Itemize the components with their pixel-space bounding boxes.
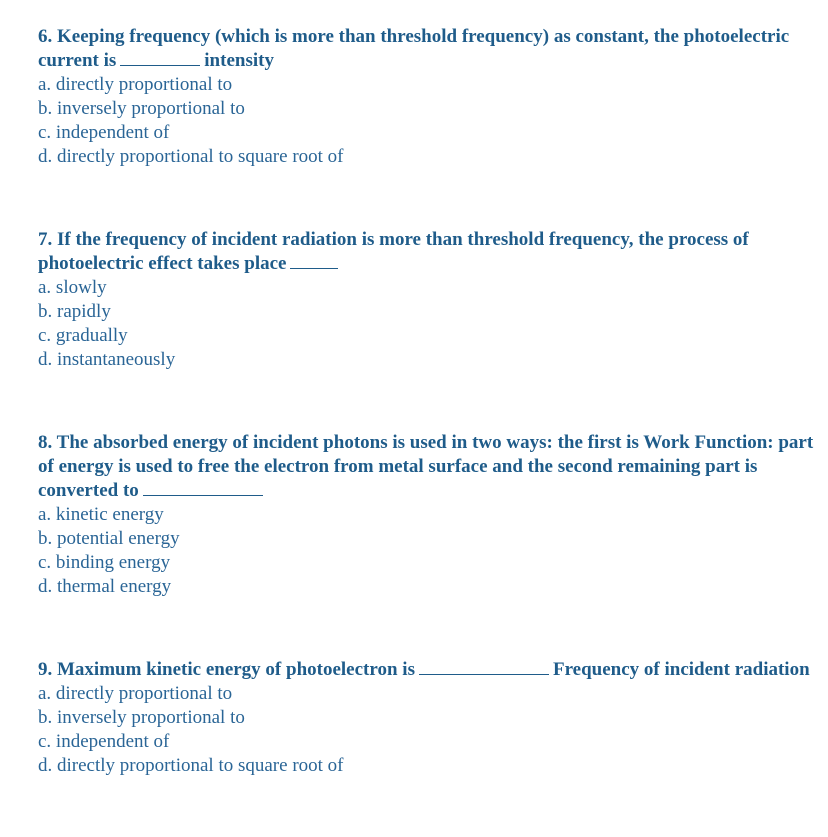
question-7-option-a: a. slowly <box>38 277 107 298</box>
question-8-stem-text: 8. The absorbed energy of incident photons is used in two ways: the first is Work Function: part of energy is used to free the electron from metal surface and the second remaining part is converted to <box>38 432 814 501</box>
question-9-option-d: d. directly proportional to square root of <box>38 755 344 776</box>
question-8-option-c: c. binding energy <box>38 552 171 573</box>
question-6-stem-tail: intensity <box>204 50 274 71</box>
question-7-option-b: b. rapidly <box>38 301 111 322</box>
question-9-blank <box>419 660 549 675</box>
question-8 <box>38 431 823 599</box>
question-6-stem <box>38 25 823 73</box>
question-6-blank <box>120 51 200 66</box>
question-7 <box>38 228 823 372</box>
question-7-blank <box>290 254 338 269</box>
question-9-option-c: c. independent of <box>38 731 170 752</box>
question-8-option-b: b. potential energy <box>38 528 180 549</box>
question-9-option-b: b. inversely proportional to <box>38 707 245 728</box>
question-9-option-a: a. directly proportional to <box>38 683 233 704</box>
question-6 <box>38 25 823 169</box>
question-page <box>38 25 823 837</box>
question-8-blank <box>143 481 263 496</box>
question-9-stem-text: 9. Maximum kinetic energy of photoelectron is <box>38 659 415 680</box>
question-7-option-d: d. instantaneously <box>38 349 176 370</box>
question-7-stem-text: 7. If the frequency of incident radiation is more than threshold frequency, the process of photoelectric effect takes place <box>38 229 749 274</box>
question-9 <box>38 658 823 778</box>
question-9-stem-tail: Frequency of incident radiation <box>552 659 810 680</box>
question-8-stem <box>38 431 823 503</box>
question-6-stem-text: 6. Keeping frequency (which is more than threshold frequency) as constant, the photoelectric current is <box>38 26 790 71</box>
question-8-option-a: a. kinetic energy <box>38 504 164 525</box>
question-7-stem <box>38 228 823 276</box>
question-6-option-b: b. inversely proportional to <box>38 98 245 119</box>
question-6-option-a: a. directly proportional to <box>38 74 233 95</box>
question-8-option-d: d. thermal energy <box>38 576 172 597</box>
question-6-option-d: d. directly proportional to square root of <box>38 146 344 167</box>
question-6-option-c: c. independent of <box>38 122 170 143</box>
question-7-option-c: c. gradually <box>38 325 128 346</box>
question-9-stem <box>38 658 823 682</box>
